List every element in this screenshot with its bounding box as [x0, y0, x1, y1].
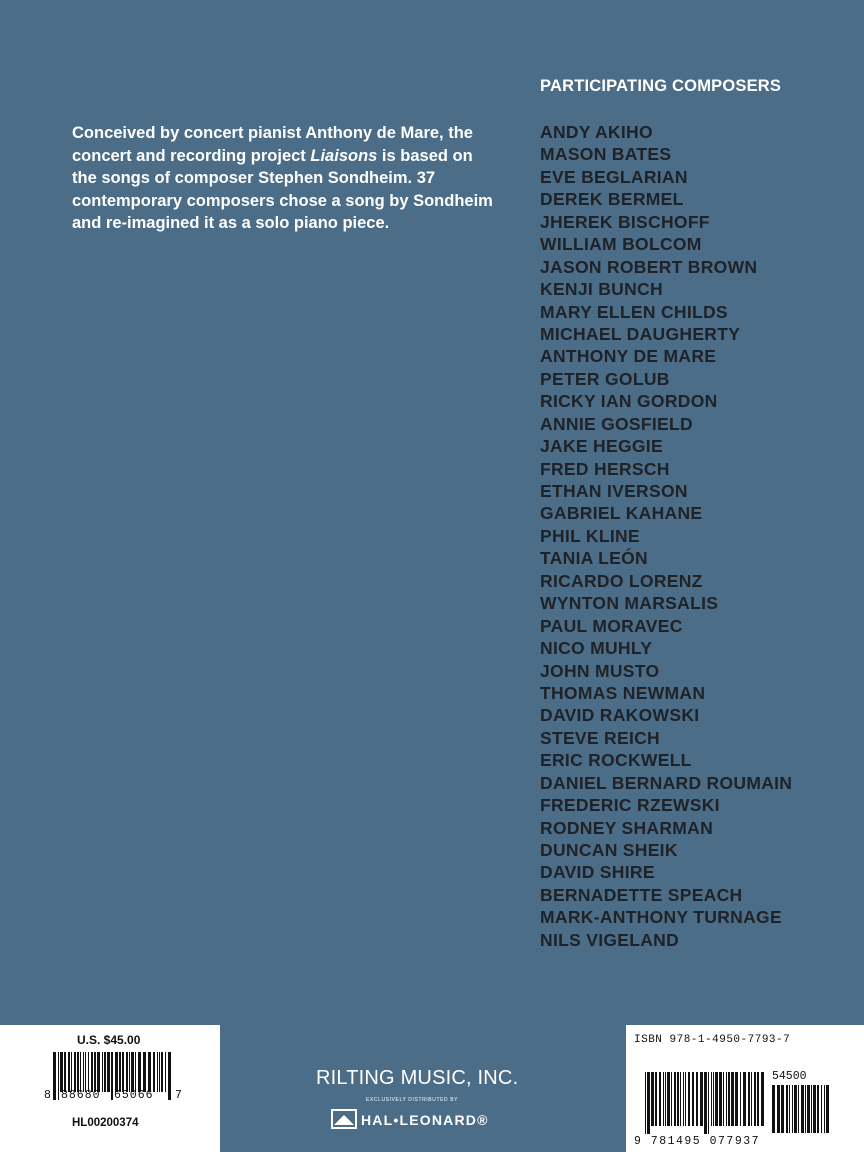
barcode-bar	[751, 1072, 752, 1126]
composer-name: THOMAS NEWMAN	[540, 682, 706, 703]
barcode-bar	[821, 1085, 822, 1133]
barcode-bar	[122, 1052, 124, 1092]
barcode-bar	[129, 1052, 130, 1092]
barcode-bar	[665, 1072, 666, 1126]
barcode-bar	[805, 1085, 806, 1133]
barcode-bar	[647, 1072, 650, 1134]
barcode-bar	[680, 1072, 681, 1126]
barcode-bar	[824, 1085, 825, 1133]
upc-first-digit: 8	[44, 1089, 51, 1102]
composer-name: NILS VIGELAND	[540, 929, 680, 950]
barcode-bar	[94, 1052, 96, 1092]
item-code: HL00200374	[72, 1117, 139, 1129]
barcode-bar	[807, 1085, 810, 1133]
barcode-bar	[811, 1085, 812, 1133]
barcode-bar	[153, 1052, 155, 1092]
composer-name: DUNCAN SHEIK	[540, 840, 678, 860]
barcode-bar	[772, 1085, 775, 1133]
barcode-bar	[97, 1052, 100, 1092]
isbn-barcode	[645, 1072, 767, 1134]
barcode-bar	[115, 1052, 118, 1092]
barcode-bar	[740, 1072, 741, 1126]
barcode-bar	[645, 1072, 646, 1134]
barcode-bar	[131, 1052, 134, 1092]
composer-list	[540, 121, 792, 951]
composer-name: PAUL MORAVEC	[540, 615, 683, 636]
barcode-bar	[165, 1052, 166, 1092]
barcode-bar	[104, 1052, 106, 1092]
composer-name: DAVID RAKOWSKI	[540, 705, 700, 726]
barcode-bar	[667, 1072, 670, 1126]
barcode-bar	[700, 1072, 703, 1126]
distributed-by-label: EXCLUSIVELY DISTRIBUTED BY	[366, 1097, 459, 1103]
barcode-bar	[711, 1072, 712, 1126]
barcode-bar	[704, 1072, 707, 1134]
composer-name: EVE BEGLARIAN	[540, 166, 688, 187]
composer-name: JOHN MUSTO	[540, 660, 660, 681]
composer-name: WYNTON MARSALIS	[540, 593, 719, 614]
composer-name: JAKE HEGGIE	[540, 436, 663, 457]
barcode-bar	[138, 1052, 141, 1092]
barcode-bar	[801, 1085, 804, 1133]
barcode-bar	[659, 1072, 661, 1126]
barcode-bar	[726, 1072, 727, 1126]
barcode-bar	[107, 1052, 110, 1092]
barcode-bar	[64, 1052, 66, 1092]
barcode-bar	[713, 1072, 714, 1126]
price-code: 54500	[772, 1070, 807, 1083]
composer-name: TANIA LEÓN	[540, 548, 648, 569]
hal-leonard-logo-icon	[331, 1109, 357, 1129]
composer-name: MASON BATES	[540, 144, 672, 165]
barcode-bar	[83, 1052, 84, 1092]
intro-text-start: Conceived by concert pianist Anthony de Mare, the concert and recording project	[72, 124, 473, 165]
barcode-bar	[157, 1052, 158, 1092]
composer-name: ANDY AKIHO	[540, 122, 653, 142]
barcode-bar	[826, 1085, 829, 1133]
composer-name: NICO MUHLY	[540, 638, 653, 659]
barcode-bar	[655, 1072, 657, 1126]
barcode-bar	[728, 1072, 730, 1126]
barcode-bar	[651, 1072, 654, 1126]
barcode-bar	[748, 1072, 750, 1126]
barcode-bar	[71, 1052, 72, 1092]
isbn-label: ISBN 978-1-4950-7793-7	[634, 1034, 791, 1046]
upc-barcode-panel	[0, 1025, 220, 1152]
barcode-bar	[757, 1072, 759, 1126]
composer-name: ANNIE GOSFIELD	[540, 413, 693, 434]
barcode-bar	[74, 1052, 76, 1092]
barcode-bar	[798, 1085, 799, 1133]
distributor-name: HAL•LEONARD®	[361, 1112, 489, 1128]
composers-heading: PARTICIPATING COMPOSERS	[540, 77, 782, 95]
barcode-bar	[696, 1072, 698, 1126]
barcode-bar	[143, 1052, 146, 1092]
barcode-bar	[674, 1072, 676, 1126]
barcode-bar	[708, 1072, 709, 1134]
composer-name: DANIEL BERNARD ROUMAIN	[540, 772, 793, 793]
project-title: Liaisons	[310, 146, 378, 165]
composer-name: DEREK BERMEL	[540, 189, 684, 210]
isbn-digits: 9 781495 077937	[634, 1135, 761, 1148]
upc-group-1: 88680	[61, 1089, 101, 1102]
barcode-bar	[58, 1052, 59, 1100]
barcode-bar	[786, 1085, 788, 1133]
intro-text-end: is based on the songs of composer Stephen Sondheim. 37 contemporary composers chose a song by Sondheim and re-imagined it as a solo piano piece.	[72, 146, 493, 232]
barcode-bar	[761, 1072, 764, 1126]
barcode-bar	[743, 1072, 746, 1126]
composer-name: ERIC ROCKWELL	[540, 750, 692, 771]
composer-name: FREDERIC RZEWSKI	[540, 795, 720, 816]
barcode-bar	[148, 1052, 151, 1092]
barcode-bar	[792, 1085, 793, 1133]
price-label: U.S. $45.00	[77, 1033, 141, 1047]
barcode-bar	[91, 1052, 93, 1092]
composer-name: RICKY IAN GORDON	[540, 391, 718, 412]
composer-name: PHIL KLINE	[540, 525, 640, 546]
barcode-bar	[723, 1072, 724, 1126]
barcode-bar	[77, 1052, 79, 1092]
upc-group-2: 65066	[114, 1089, 154, 1102]
composer-name: BERNADETTE SPEACH	[540, 884, 743, 905]
barcode-bar	[60, 1052, 63, 1092]
barcode-bar	[135, 1052, 136, 1092]
barcode-bar	[715, 1072, 718, 1126]
composer-name: KENJI BUNCH	[540, 279, 663, 300]
barcode-bar	[731, 1072, 734, 1126]
composer-name: JHEREK BISCHOFF	[540, 211, 710, 232]
barcode-bar	[777, 1085, 780, 1133]
price-addon-barcode	[772, 1085, 830, 1133]
barcode-bar	[126, 1052, 128, 1092]
barcode-bar	[161, 1052, 163, 1092]
barcode-bar	[68, 1052, 70, 1092]
barcode-bar	[692, 1072, 694, 1126]
composer-name: ETHAN IVERSON	[540, 481, 688, 501]
barcode-bar	[111, 1052, 113, 1100]
upc-last-digit: 7	[175, 1089, 182, 1102]
barcode-bar	[88, 1052, 89, 1092]
composer-name: MARY ELLEN CHILDS	[540, 301, 728, 322]
composer-name: WILLIAM BOLCOM	[540, 234, 702, 255]
barcode-bar	[688, 1072, 690, 1126]
composer-name: MICHAEL DAUGHERTY	[540, 323, 741, 344]
barcode-bar	[685, 1072, 686, 1126]
barcode-bar	[102, 1052, 103, 1092]
composer-name: RODNEY SHARMAN	[540, 817, 714, 838]
barcode-bar	[80, 1052, 81, 1092]
composer-name: ANTHONY DE MARE	[540, 346, 717, 367]
intro-paragraph	[72, 122, 502, 235]
barcode-bar	[719, 1072, 722, 1126]
composer-name: STEVE REICH	[540, 727, 660, 748]
barcode-bar	[781, 1085, 784, 1133]
barcode-bar	[159, 1052, 160, 1092]
composer-name: FRED HERSCH	[540, 458, 670, 479]
barcode-bar	[789, 1085, 790, 1133]
barcode-bar	[119, 1052, 121, 1092]
barcode-bar	[663, 1072, 664, 1126]
composer-name: JASON ROBERT BROWN	[540, 256, 758, 277]
barcode-bar	[168, 1052, 171, 1100]
publisher-name: RILTING MUSIC, INC.	[316, 1067, 519, 1089]
barcode-bar	[754, 1072, 756, 1126]
barcode-bar	[85, 1052, 86, 1092]
barcode-bar	[794, 1085, 797, 1133]
barcode-bar	[683, 1072, 684, 1126]
barcode-bar	[817, 1085, 819, 1133]
composer-name: GABRIEL KAHANE	[540, 503, 703, 524]
barcode-bar	[813, 1085, 816, 1133]
composer-name: MARK-ANTHONY TURNAGE	[540, 907, 782, 928]
composer-name: PETER GOLUB	[540, 368, 670, 389]
composer-name: DAVID SHIRE	[540, 862, 655, 883]
barcode-bar	[677, 1072, 679, 1126]
barcode-bar	[735, 1072, 738, 1126]
composer-name: RICARDO LORENZ	[540, 570, 703, 591]
barcode-bar	[53, 1052, 56, 1100]
barcode-bar	[671, 1072, 672, 1126]
isbn-barcode-panel	[626, 1025, 864, 1152]
